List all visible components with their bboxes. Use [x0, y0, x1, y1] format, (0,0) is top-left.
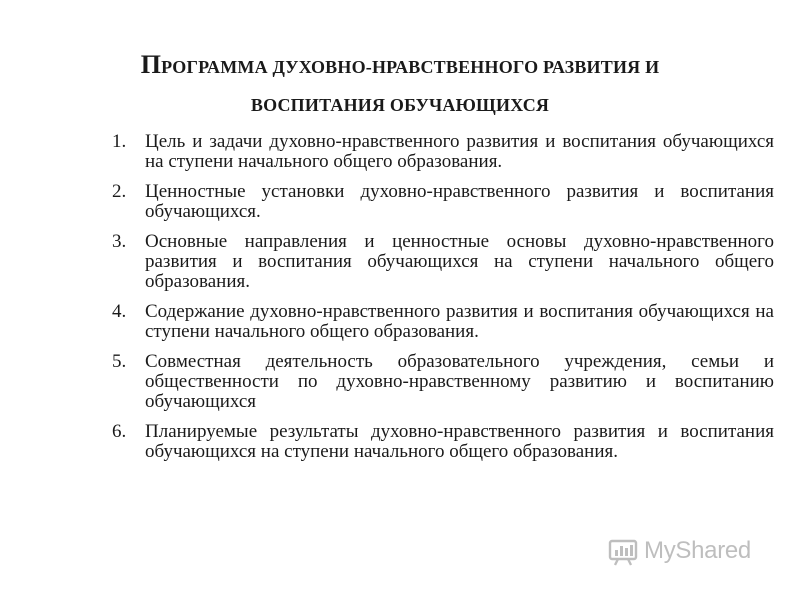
list-item-text: Цель и задачи духовно-нравственного развития и воспитания обучающихся на ступени начального общего образования. [145, 131, 774, 172]
list-item-number: 2. [112, 181, 127, 202]
title-first-letter: П [140, 50, 162, 79]
list-item [112, 352, 774, 412]
list-item [112, 302, 774, 342]
program-list [112, 132, 774, 472]
list-item [112, 232, 774, 292]
list-item-text: Содержание духовно-нравственного развития и воспитания обучающихся на ступени начального общего образования. [145, 301, 774, 342]
list-item-number: 5. [112, 351, 127, 372]
list-item-text: Совместная деятельность образовательного учреждения, семьи и общественности по духовно-нравственному развитию и воспитанию обучающихся [145, 351, 774, 412]
list-item [112, 182, 774, 222]
title-line-1-rest: РОГРАММА ДУХОВНО-НРАВСТВЕННОГО РАЗВИТИЯ И [161, 57, 660, 77]
myshared-logo-icon [608, 536, 638, 566]
myshared-watermark-text: MyShared [644, 537, 751, 564]
list-item [112, 132, 774, 172]
list-item-number: 3. [112, 231, 127, 252]
title-line-1 [60, 46, 740, 86]
list-item-text: Планируемые результаты духовно-нравственного развития и воспитания обучающихся на ступени начального общего образования. [145, 421, 774, 462]
slide-title [60, 46, 740, 124]
list-item-number: 1. [112, 131, 127, 152]
list-item-text: Ценностные установки духовно-нравственного развития и воспитания обучающихся. [145, 181, 774, 222]
title-line-2: ВОСПИТАНИЯ ОБУЧАЮЩИХСЯ [250, 95, 550, 115]
myshared-watermark[interactable] [608, 536, 751, 566]
list-item-number: 6. [112, 421, 127, 442]
list-item [112, 422, 774, 462]
list-item-text: Основные направления и ценностные основы духовно-нравственного развития и воспитания обучающихся на ступени начального общего образования. [145, 231, 774, 292]
list-item-number: 4. [112, 301, 127, 322]
